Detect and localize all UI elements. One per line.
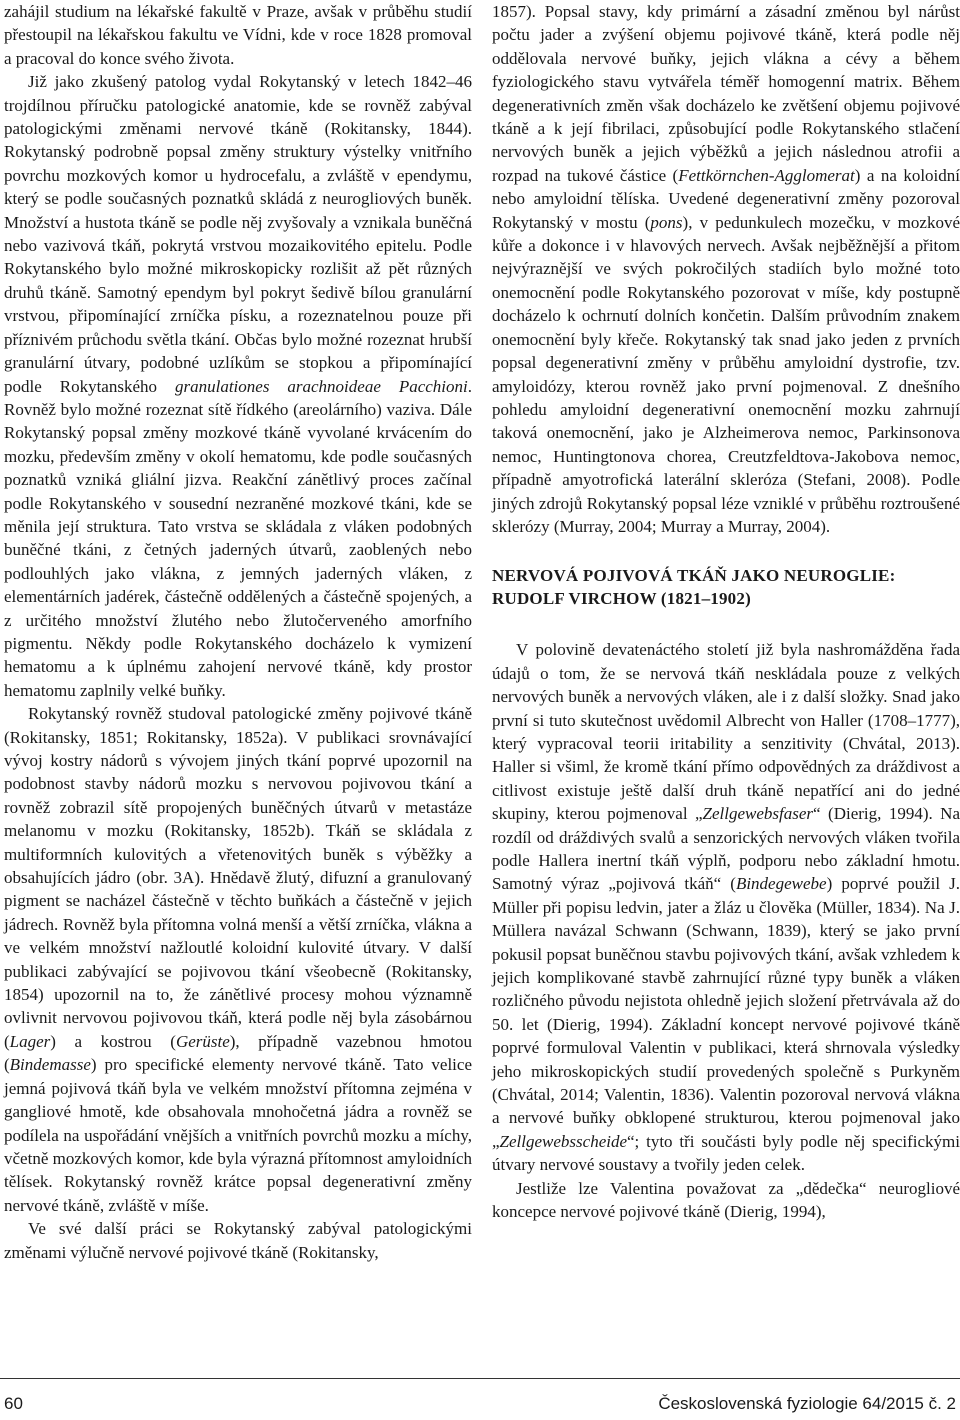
german-term: Zellgewebsscheide [499, 1131, 628, 1151]
paragraph [492, 638, 960, 1176]
german-term: Bindegewebe [735, 874, 827, 894]
journal-name: Československá fyziologie 64/2015 č. 2 [658, 1394, 956, 1413]
page-number: 60 [4, 1394, 23, 1413]
text-run: ) poprvé použil J. Müller při popisu ledvin, jater a žláz u člověka (Müller, 1834). Na J. Müllera navázal Schwann (Schwann, 1839), který se jako první pokusil popsat buněčnou stavbu pojivových tkání, avšak vzhledem k jejich komplikované stavbě zahrnující různé typy buněk a vláken rozličného původu nejistota ohledně jejich složení přetrvávala až do 50. let (Dierig, 1994). Základní koncept nervové pojivové tkáně poprvé formuloval Valentin v publikaci, která shrnovala výsledky jeho mikroskopických studií provedených společně s Purkyněm (Chvátal, 2014; Valentin, 1836). Valentin pozoroval nervová vlákna a nervové buňky obklopené strukturou, kterou pojmenoval jako „ [492, 874, 960, 1151]
text-run: V polovině devatenáctého století již byla nashromážděna řada údajů o tom, že se nervová tkáň neskládala pouze z velkých nervových buněk a nervových vláken, ale i z další složky. Snad jako první si tuto skutečnost uvědomil Albrecht von Haller (1708–1777), který vypracoval teorii iritability a senzitivity (Chvátal, 2013). Haller si všiml, že kromě tkání přímo odpovědných za dráždivost a citlivost existuje ještě další druh tkáně nepatřící ani do jedné skupiny, kterou pojmenoval „ [492, 640, 960, 824]
section-heading: NERVOVÁ POJIVOVÁ TKÁŇ JAKO NEUROGLIE: RUDOLF VIRCHOW (1821–1902) [492, 566, 896, 609]
text-run: “ (Dierig, 1994). Na rozdíl od dráždivých svalů a senzorických nervových vláken tvořila podle Hallera inertní tkáň výplň, podporu nebo základní hmotu. Samotný výraz „pojivová tkáň“ ( [492, 804, 960, 894]
footer-rule [0, 1378, 960, 1379]
paragraph: Ve své další práci se Rokytanský zabýval patologickými změnami výlučně nervové pojivové tkáně (Rokitansky, [4, 1219, 472, 1262]
right-column [492, 0, 960, 1224]
text-run: . Rovněž bylo možné rozeznat sítě řídkého (areolárního) vaziva. Dále Rokytanský popsal změny mozkové tkáně vyvolané krvácením do mozku, především změny v okolí hematomu, kde podle současných poznatků vzniká gliální jizva. Reakční zánětlivý proces začínal podle Rokytanského v sousední nezraněné mozkové tkáni, kde se měnila její struktura. Tato vrstva se skládala z vláken podobných buněčné tkáni, z četných jaderných útvarů, zaoblených nebo podlouhlých jako vlákna, z jemných jaderných vláken, z elementárních jadérek, částečně oddělených a částečně spojených, a z určitého množství žlutého nebo žlutočerveného amorfního pigmentu. Někdy podle Rokytanského docházelo k vymizení hematomu a k úplnému zahojení nervové tkáně, kdy prostor hematomu zaplnily velké buňky. [4, 376, 473, 700]
left-column [4, 0, 472, 1264]
german-term: Gerüste [175, 1031, 230, 1051]
paragraph [4, 702, 472, 1217]
latin-term: granulationes arachnoideae Pacchioni [174, 376, 468, 396]
paragraph [492, 0, 960, 538]
paragraph: Jestliže lze Valentina považovat za „dědečka“ neurogliové koncepce nervové pojivové tkáně (Dierig, 1994), [492, 1178, 960, 1222]
text-run: Již jako zkušený patolog vydal Rokytanský v letech 1842–46 trojdílnou příručku patologické anatomie, kde se rovněž zabýval patologickými změnami nervové tkáně (Rokitansky, 1844). Rokytanský podrobně popsal změny struktury výstelky vnitřního povrchu mozkových komor u hydrocefalu, a zvláště v ependymu, který se podle současných poznatků skládá z neurogliových buněk. Množství a hustota tkáně se podle něj zvyšovaly a vznikala buněčná nebo vazivová tkáň, pokrytá vrstvou mozaikovitého epitelu. Podle Rokytanského bylo možné mikroskopicky rozlišit až pět různých druhů tkáně. Samotný ependym byl pokryt šedivě bílou granulární vrstvou, připomínající zrníčka písku, a rozeznatelnou pouze při příznivém průchodu světla tkání. Občas bylo možné rozeznat hrubší granulární útvary, podobné uzlíkům se stopkou a připomínající podle Rokytanského [4, 72, 472, 396]
german-term: Fettkörnchen-Agglomerat [678, 165, 855, 185]
text-run: 1857). Popsal stavy, kdy primární a zásadní změnou byl nárůst počtu jader a zvýšení objemu pojivové tkáně, která podle něj oddělovala nervové buňky, jejich vlákna a cévy a během fyziologického stavu vytvářela téměř homogenní matrix. Během degenerativních změn však docházelo ke zvětšení objemu pojivové tkáně a k její fibrilaci, způsobující podle Rokytanského stlačení nervových buněk a jejich výběžků a jejich následnou atrofii a rozpad na tukové částice ( [492, 2, 960, 185]
text-run: ) pro specifické elementy nervové tkáně. Tato velice jemná pojivová tkáň byla ve velkém množství přítomna zejména v gangliové hmotě, kde obsahovala mnohočetná jádra a rovněž se podílela na uspořádání vnějších a vnitřních povrchů mozku a míchy, včetně mozkových komor, kde byla výrazná přítomnost amyloidních tělísek. Rokytanský rovněž krátce popsal degenerativní změny nervové tkáně, zvláště v míše. [4, 1055, 472, 1215]
german-term: Zellgewebsfaser [702, 804, 814, 824]
paragraph: zahájil studium na lékařské fakultě v Praze, avšak v průběhu studií přestoupil na lékařskou fakultu ve Vídni, kde v roce 1828 promoval a pracoval do konce svého života. [4, 2, 472, 68]
text-run: ) a na koloidní nebo amyloidní tělíska. Uvedené degenerativní změny pozoroval Rokytanský v mostu ( [492, 165, 960, 232]
text-run: ), v pedunkulech mozečku, v mozkové kůře a dokonce i v hlavových nervech. Avšak nejběžnější a přitom nejvýraznější ve svých pokročilých stadiích bylo možné toto onemocnění podle Rokytanského pozorovat v míše, kdy postupně docházelo k ochrnutí dolních končetin. Dalším průvodním znakem onemocnění byly křeče. Rokytanský tak snad jako jeden z prvních popsal degenerativní změny v průběhu amyloidní dystrofie, tzv. amyloidózy, kterou rovněž jako první pojmenoval. Z dnešního pohledu amyloidní degenerativní onemocnění mozku zahrnují taková onemocnění, jako je Alzheimerova nemoc, Parkinsonova nemoc, Huntingtonova chorea, Creutzfeldtova-Jakobova nemoc, případně amyotrofická laterální skleróza (Stefani, 2008). Podle jiných zdrojů Rokytanský popsal léze vzniklé v průběhu roztroušené sklerózy (Murray, 2004; Murray a Murray, 2004). [492, 212, 960, 536]
latin-term: pons [650, 212, 683, 232]
text-run: Rokytanský rovněž studoval patologické změny pojivové tkáně (Rokitansky, 1851; Rokitansky, 1852a). V publikaci srovnávající vývoj kostry nádorů s vývojem jiných tkání poprvé upozornil na podobnost stavby nádorů mozku s nervovou pojivovou tkání a rovněž zobrazil sítě propojených buněčných útvarů v metastáze melanomu v mozku (Rokitansky, 1852b). Tkáň se skládala z multiformních kulovitých a vřetenovitých buněk s výběžky a obsahujících jádro (obr. 3A). Hnědavě žlutý, difuzní a granulovaný pigment se nacházel částečně v těchto buňkách a částečně v jejich jádrech. Rovněž byla přítomna volná menší a větší zrníčka, vlákna a ve velkém množství nažloutlé koloidní kulovité útvary. V další publikaci zabývající se pojivovou tkání všeobecně (Rokitansky, 1854) upozornil na to, že zánětlivé procesy mohou významně ovlivnit nervovou pojivovou tkáň, která podle něj byla zásobárnou ( [4, 704, 472, 1051]
paragraph [4, 70, 472, 702]
german-term: Bindemasse [9, 1055, 91, 1075]
text-run: ), případně vazebnou hmotou ( [4, 1031, 473, 1075]
german-term: Lager [9, 1031, 51, 1051]
page-footer [0, 1394, 960, 1420]
text-run: “; tyto tři součásti byly podle něj specifickými útvary nervové soustavy a tvořily jeden celek. [492, 1131, 960, 1175]
text-run: ) a kostrou ( [50, 1031, 176, 1051]
